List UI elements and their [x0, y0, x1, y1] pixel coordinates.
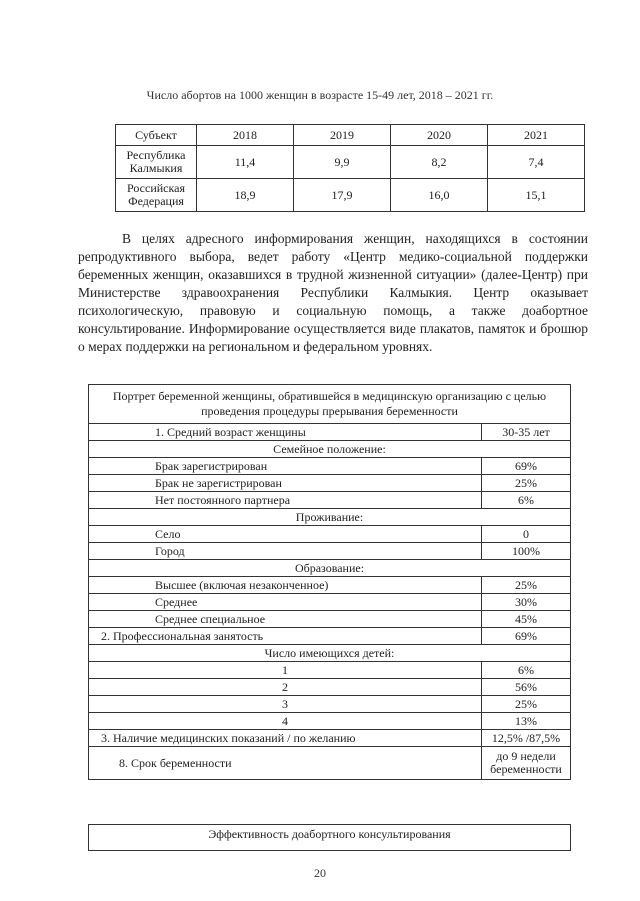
- paragraph-text: В целях адресного информирования женщин, находящихся в состоянии репродуктивного выбора, ведет работу «Центр медико-социальной поддержки беременных женщин, оказавшихся в трудной жизненной ситуации» (далее-Центр) при Министерстве здравоохранения Республики Калмыкия. Центр оказывает психологическую, правовую и социальную помощь, а также доабортное консультирование. Информирование осуществляется виде плакатов, памяток и брошюр о мерах поддержки на региональном и федеральном уровнях.: [78, 231, 588, 354]
- row-label: 1: [89, 662, 482, 679]
- table-row: [89, 492, 571, 509]
- header-cell: 2019: [294, 125, 391, 146]
- row-label: 2: [89, 679, 482, 696]
- row-label: 3. Наличие медицинских показаний / по желанию: [89, 730, 482, 747]
- row-label: Высшее (включая незаконченное): [89, 577, 482, 594]
- row-label: Город: [89, 543, 482, 560]
- row-value: 25%: [482, 696, 571, 713]
- value-cell: 8,2: [391, 146, 488, 179]
- subject-cell: Российская Федерация: [116, 179, 197, 212]
- value-cell: 15,1: [488, 179, 585, 212]
- table-row: [89, 825, 571, 851]
- table-row: [89, 424, 571, 441]
- row-value: 6%: [482, 492, 571, 509]
- section-header: Семейное положение:: [89, 441, 571, 458]
- value-cell: 17,9: [294, 179, 391, 212]
- table-row: [89, 611, 571, 628]
- header-cell: 2021: [488, 125, 585, 146]
- table-header-row: [116, 125, 585, 146]
- table-row: [89, 475, 571, 492]
- header-cell: 2020: [391, 125, 488, 146]
- header-cell: Субъект: [116, 125, 197, 146]
- table-row: [89, 385, 571, 424]
- value-cell: 7,4: [488, 146, 585, 179]
- row-value: 25%: [482, 475, 571, 492]
- section-row: [89, 441, 571, 458]
- table-row: [89, 594, 571, 611]
- row-label: Нет постоянного партнера: [89, 492, 482, 509]
- row-label: Среднее: [89, 594, 482, 611]
- section-header: Число имеющихся детей:: [89, 645, 571, 662]
- value-cell: 18,9: [197, 179, 294, 212]
- row-label: 4: [89, 713, 482, 730]
- table-row: [89, 696, 571, 713]
- row-value: 0: [482, 526, 571, 543]
- row-value: 30-35 лет: [482, 424, 571, 441]
- table-row: [89, 543, 571, 560]
- table-row: [89, 747, 571, 780]
- row-label: 8. Срок беременности: [89, 747, 482, 780]
- row-label: 1. Средний возраст женщины: [89, 424, 482, 441]
- value-cell: 9,9: [294, 146, 391, 179]
- table-caption: Число абортов на 1000 женщин в возрасте 15-49 лет, 2018 – 2021 гг.: [146, 88, 494, 102]
- row-label: Среднее специальное: [89, 611, 482, 628]
- table-row: [89, 458, 571, 475]
- table-row: [89, 526, 571, 543]
- row-value: 25%: [482, 577, 571, 594]
- section-header: Проживание:: [89, 509, 571, 526]
- efficiency-table: [88, 824, 571, 851]
- row-value: 100%: [482, 543, 571, 560]
- table-row: [116, 179, 585, 212]
- row-value: 30%: [482, 594, 571, 611]
- table-row: [116, 146, 585, 179]
- portrait-title: Портрет беременной женщины, обратившейся в медицинскую организацию с целью проведения процедуры прерывания беременности: [89, 385, 571, 424]
- table-row: [89, 577, 571, 594]
- row-value: до 9 недели беременности: [482, 747, 571, 780]
- value-cell: 11,4: [197, 146, 294, 179]
- subject-cell: Республика Калмыкия: [116, 146, 197, 179]
- section-header: Образование:: [89, 560, 571, 577]
- abortion-rate-table: [115, 124, 585, 212]
- body-paragraph: [78, 230, 588, 356]
- row-value: 12,5% /87,5%: [482, 730, 571, 747]
- table-row: [89, 662, 571, 679]
- row-value: 6%: [482, 662, 571, 679]
- row-label: Село: [89, 526, 482, 543]
- section-row: [89, 509, 571, 526]
- table-row: [89, 713, 571, 730]
- row-value: 69%: [482, 628, 571, 645]
- table-row: [89, 628, 571, 645]
- row-value: 69%: [482, 458, 571, 475]
- row-label: 3: [89, 696, 482, 713]
- section-row: [89, 645, 571, 662]
- efficiency-title: Эффективность доабортного консультирования: [89, 825, 571, 851]
- section-row: [89, 560, 571, 577]
- table-row: [89, 679, 571, 696]
- row-label: 2. Профессиональная занятость: [89, 628, 482, 645]
- row-label: Брак зарегистрирован: [89, 458, 482, 475]
- header-cell: 2018: [197, 125, 294, 146]
- table-row: [89, 730, 571, 747]
- page-number: 20: [314, 866, 326, 880]
- row-value: 45%: [482, 611, 571, 628]
- row-value: 13%: [482, 713, 571, 730]
- value-cell: 16,0: [391, 179, 488, 212]
- row-label: Брак не зарегистрирован: [89, 475, 482, 492]
- row-value: 56%: [482, 679, 571, 696]
- portrait-table: [88, 384, 571, 780]
